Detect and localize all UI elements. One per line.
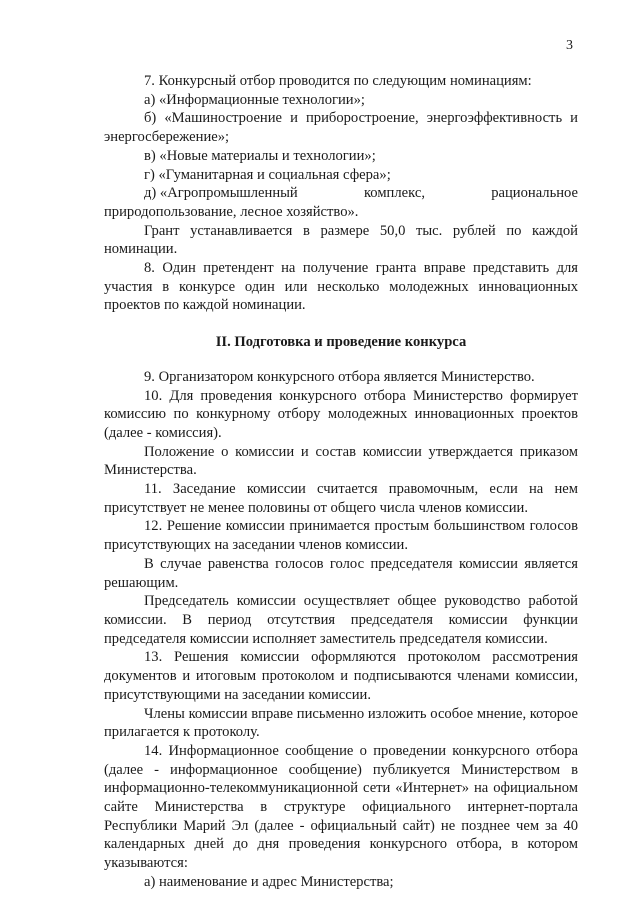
paragraph: б) «Машиностроение и приборостроение, энергоэффективность и энергосбережение»; [104, 110, 578, 146]
paragraph: а) «Информационные технологии»; [144, 91, 365, 108]
paragraph: в) «Новые материалы и технологии»; [144, 147, 376, 164]
paragraph: 10. Для проведения конкурсного отбора Министерство формирует комиссию по конкурному отбору молодежных инновационных проектов (далее - комиссия). [104, 387, 578, 441]
paragraph-justified-line [104, 184, 578, 203]
paragraph: В случае равенства голосов голос председателя комиссии является решающим. [104, 555, 578, 591]
paragraph: 13. Решения комиссии оформляются протоколом рассмотрения документов и итоговым протоколом и подписываются членами комиссии, присутствующими на заседании комиссии. [104, 649, 578, 703]
paragraph: 11. Заседание комиссии считается правомочным, если на нем присутствует не менее половины от общего числа членов комиссии. [104, 481, 578, 516]
paragraph: г) «Гуманитарная и социальная сфера»; [144, 166, 391, 183]
paragraph-continuation: природопользование, лесное хозяйство». [104, 203, 359, 220]
word: д) «Агропромышленный [144, 185, 298, 202]
document-body [104, 72, 578, 892]
paragraph: 9. Организатором конкурсного отбора является Министерство. [144, 368, 535, 385]
paragraph: Председатель комиссии осуществляет общее руководство работой комиссии. В период отсутствия председателя комиссии функции председателя комиссии исполняет заместитель председателя комиссии. [104, 593, 578, 647]
paragraph: 7. Конкурсный отбор проводится по следующим номинациям: [144, 73, 532, 89]
paragraph: 12. Решение комиссии принимается простым большинством голосов присутствующих на заседании членов комиссии. [104, 518, 578, 554]
paragraph: 8. Один претендент на получение гранта вправе представить для участия в конкурсе один или несколько молодежных инновационных проектов по каждой номинации. [104, 260, 578, 314]
paragraph: Грант устанавливается в размере 50,0 тыс. рублей по каждой номинации. [104, 222, 578, 258]
paragraph: а) наименование и адрес Министерства; [144, 873, 394, 890]
paragraph: Члены комиссии вправе письменно изложить особое мнение, которое прилагается к протоколу. [104, 705, 578, 741]
paragraph: Положение о комиссии и состав комиссии утверждается приказом Министерства. [104, 443, 578, 479]
section-heading: II. Подготовка и проведение конкурса [215, 334, 467, 351]
page-number: 3 [566, 38, 573, 53]
word: рациональное [491, 185, 578, 202]
paragraph: 14. Информационное сообщение о проведении конкурсного отбора (далее - информационное сообщение) публикуется Министерством в информационно-телекоммуникационной сети «Интернет» на официальном сайте Министерства в структуре официального интернет-портала Республики Марий Эл (далее - официальный сайт) не позднее чем за 40 календарных дней до дня проведения конкурсного отбора, в котором указываются: [104, 742, 578, 872]
word: комплекс, [363, 185, 425, 202]
